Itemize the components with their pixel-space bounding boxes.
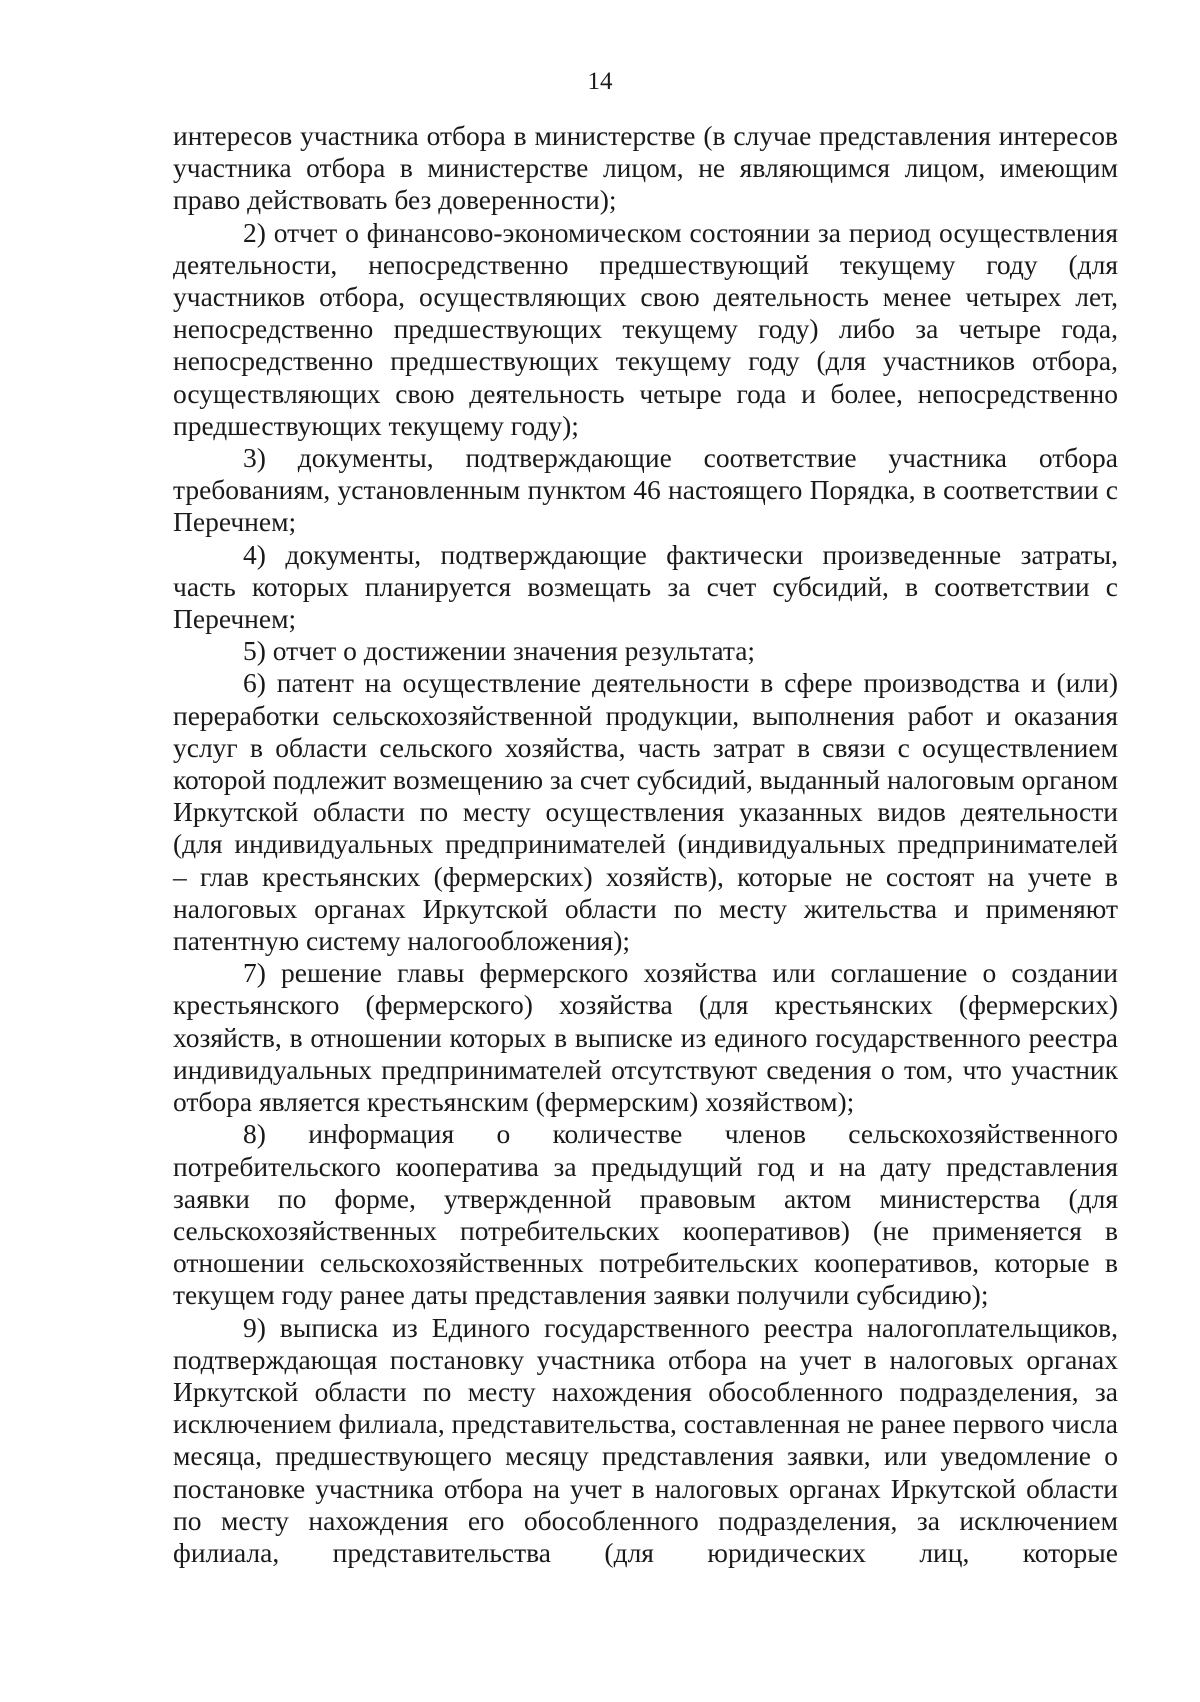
list-item-9: 9) выписка из Единого государственного реестра налогоплательщиков, подтверждающая постановку участника отбора на учет в налоговых органах Иркутской области по месту нахождения обособленного подразделения, за исключением филиала, представительства, составленная не ранее первого числа месяца, предшествующего месяцу представления заявки, или уведомление о постановке участника отбора на учет в налоговых органах Иркутской области по месту нахождения его обособленного подразделения, за исключением филиала, представительства (для юридических лиц, которые [173, 1311, 1118, 1568]
list-item-2: 2) отчет о финансово-экономическом состоянии за период осуществления деятельности, непосредственно предшествующий текущему году (для участников отбора, осуществляющих свою деятельность менее четырех лет, непосредственно предшествующих текущему году) либо за четыре года, непосредственно предшествующих текущему году (для участников отбора, осуществляющих свою деятельность четыре года и более, непосредственно предшествующих текущему году); [173, 216, 1118, 441]
page-number: 14 [587, 68, 613, 95]
list-item-4: 4) документы, подтверждающие фактически произведенные затраты, часть которых планируется возмещать за счет субсидий, в соответствии с Перечнем; [173, 538, 1118, 635]
paragraph-continuation: интересов участника отбора в министерстве (в случае представления интересов участника отбора в министерстве лицом, не являющимся лицом, имеющим право действовать без доверенности); [173, 120, 1118, 216]
list-item-5: 5) отчет о достижении значения результата; [243, 635, 756, 667]
document-body [173, 120, 1118, 1569]
list-item-8: 8) информация о количестве членов сельскохозяйственного потребительского кооператива за предыдущий год и на дату представления заявки по форме, утвержденной правовым актом министерства (для сельскохозяйственных потребительских кооперативов) (не применяется в отношении сельскохозяйственных потребительских кооперативов, которые в текущем году ранее даты представления заявки получили субсидию); [173, 1118, 1118, 1311]
list-item-7: 7) решение главы фермерского хозяйства или соглашение о создании крестьянского (фермерского) хозяйства (для крестьянских (фермерских) хозяйств, в отношении которых в выписке из единого государственного реестра индивидуальных предпринимателей отсутствуют сведения о том, что участник отбора является крестьянским (фермерским) хозяйством); [173, 957, 1118, 1118]
list-item-3: 3) документы, подтверждающие соответствие участника отбора требованиям, установленным пунктом 46 настоящего Порядка, в соответствии с Перечнем; [173, 442, 1118, 538]
list-item-6: 6) патент на осуществление деятельности в сфере производства и (или) переработки сельскохозяйственной продукции, выполнения работ и оказания услуг в области сельского хозяйства, часть затрат в связи с осуществлением которой подлежит возмещению за счет субсидий, выданный налоговым органом Иркутской области по месту осуществления указанных видов деятельности (для индивидуальных предпринимателей (индивидуальных предпринимателей – глав крестьянских (фермерских) хозяйств), которые не состоят на учете в налоговых органах Иркутской области по месту жительства и применяют патентную систему налогообложения); [173, 667, 1118, 957]
